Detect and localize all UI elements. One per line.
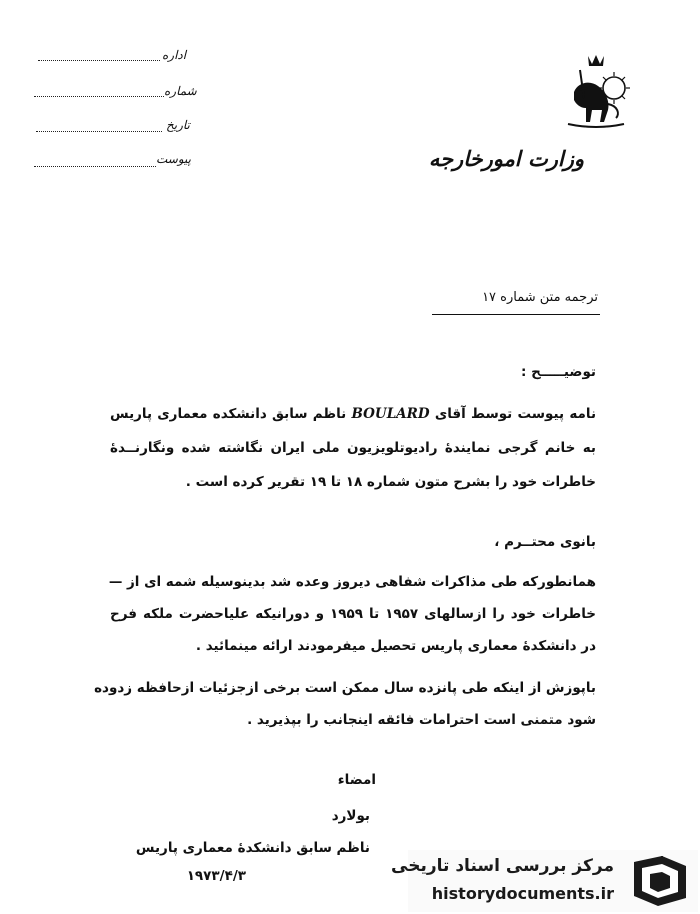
salutation: بانوی محتــرم ، [494,534,596,550]
explanation-line-1 [110,406,596,422]
ministry-name: وزارت امورخارجه [428,146,584,171]
explanation-label: توضیـــــح : [521,364,596,380]
field-line-number [34,96,164,97]
explanation-line-2: به خانم گرجی نمایندۀ رادیوتلویزیون ملی ایران نگاشته شده ونگارنــدۀ [110,440,596,456]
field-line-office [38,60,160,61]
explanation-line-1-after: ناظم سابق دانشکده معماری پاریس [110,406,347,422]
field-label-office: اداره [162,48,187,62]
paragraph-2-line-2: شود متمنی است احترامات فائقه اینجانب را بپذیرید . [247,712,596,728]
field-label-date: تاریخ [166,118,190,132]
field-label-attachment: پیوست [156,152,191,166]
signature-label: امضاء [337,772,376,788]
field-line-attachment [34,166,156,167]
explanation-line-1-before: نامه پیوست توسط آقای [434,406,597,422]
paragraph-2-line-1: باپوزش از اینکه طی پانزده سال ممکن است برخی ازجزئیات ازحافظه زدوده [94,680,596,696]
document-title: ترجمه متن شماره ۱۷ [482,290,598,305]
explanation-name-latin: BOULARD [351,406,430,422]
paragraph-1-line-1: همانطورکه طی مذاکرات شفاهی دیروز وعده شد بدینوسیله شمه ای از — [108,574,596,590]
watermark-title: مرکز بررسی اسناد تاریخی [391,856,614,876]
paragraph-1-line-2: خاطرات خود را ازسالهای ۱۹۵۷ تا ۱۹۵۹ و دورانیکه علیاحضرت ملکه فرح [110,606,597,622]
signature-position: ناظم سابق دانشکدۀ معماری پاریس [135,840,370,856]
explanation-line-3: خاطرات خود را بشرح متون شماره ۱۸ تا ۱۹ تقریر کرده است . [185,474,596,490]
signature-name: بولارد [331,808,370,824]
paragraph-1-line-3: در دانشکدۀ معماری پاریس تحصیل میفرمودند ارائه مینمائید . [195,638,596,654]
signature-date: ۱۹۷۳/۴/۳ [186,868,246,884]
lion-and-sun-emblem-icon [556,52,636,132]
watermark-url: historydocuments.ir [431,884,614,903]
field-line-date [36,131,162,132]
archive-logo-icon [628,852,692,910]
title-underline [432,314,600,315]
field-label-number: شماره [164,84,197,98]
